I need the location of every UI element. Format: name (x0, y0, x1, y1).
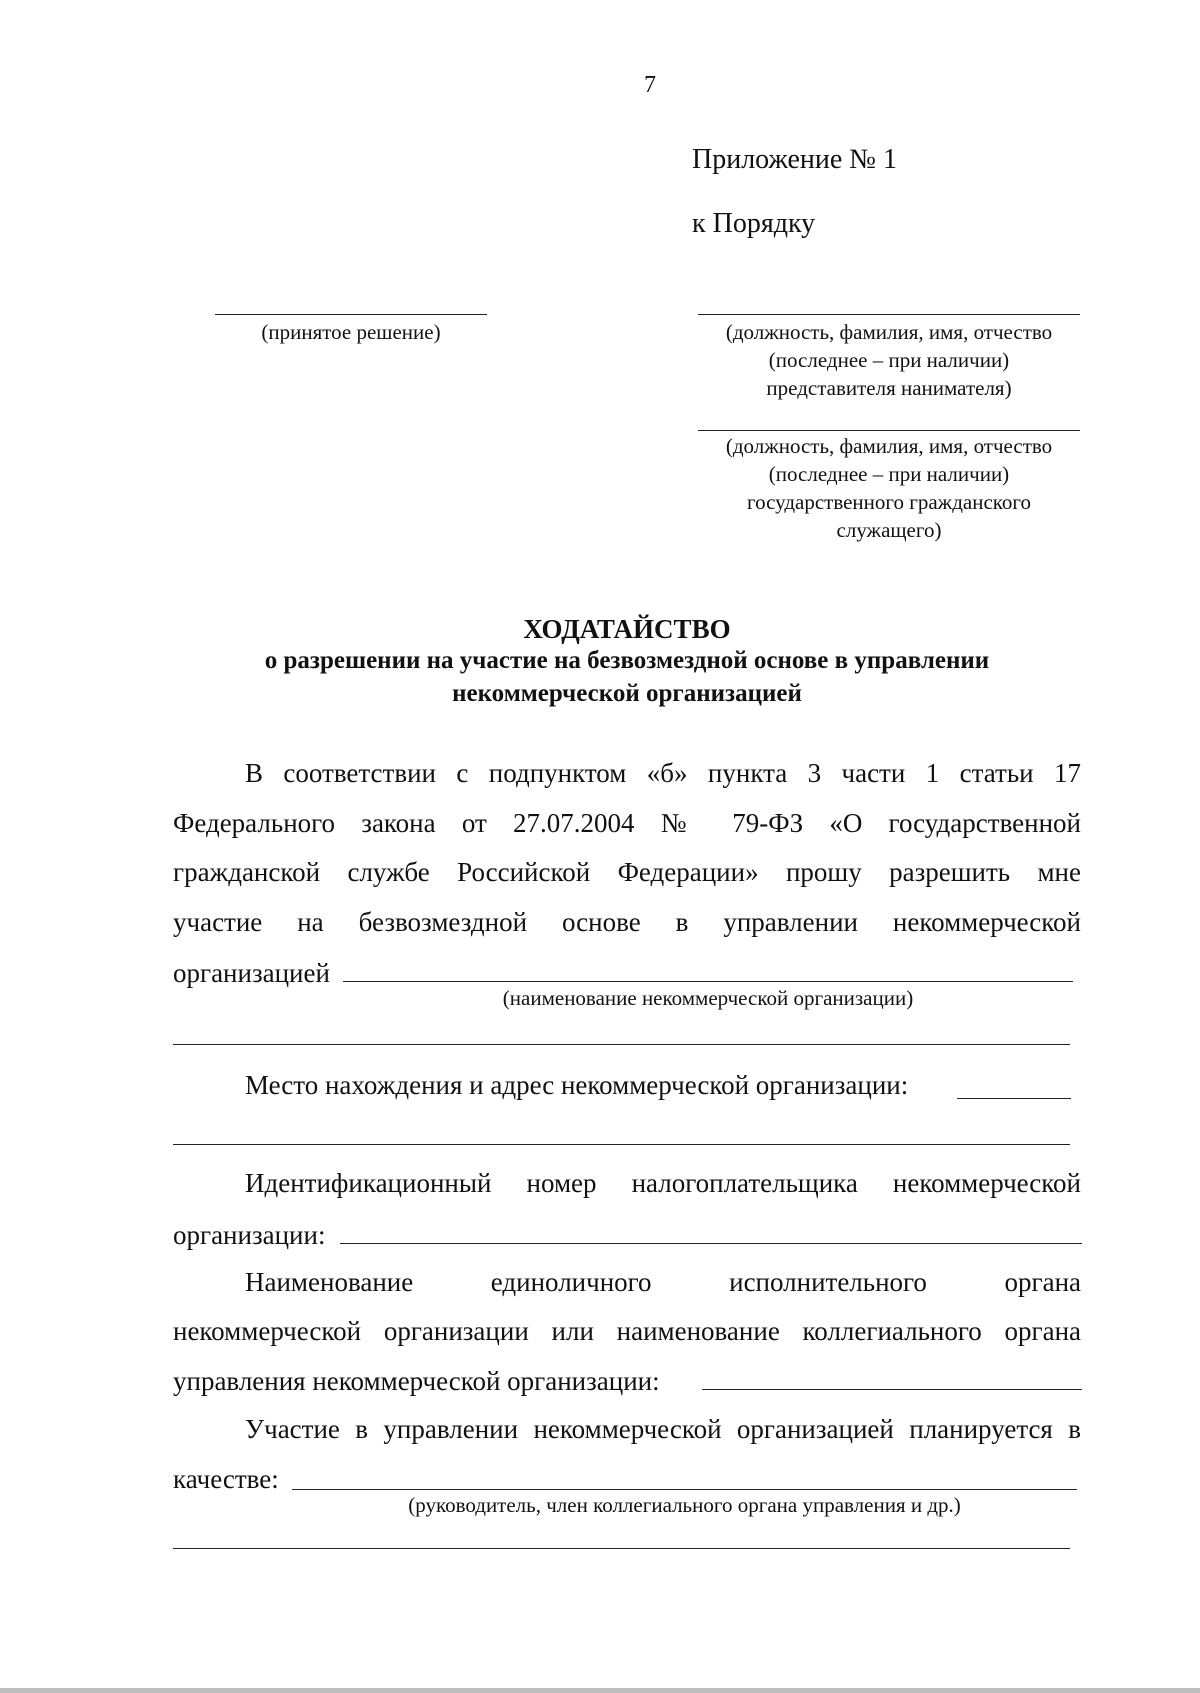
employer-rep-blank-line (698, 314, 1080, 315)
address-label: Место нахождения и адрес некоммерческой организации: (245, 1070, 909, 1100)
civil-servant-blank-line (698, 430, 1080, 431)
inn-line-2: организации: (173, 1220, 326, 1250)
employer-rep-caption (688, 318, 1090, 402)
caption-line: государственного гражданского (746, 490, 1031, 514)
scan-edge (0, 1688, 1200, 1693)
caption-line: служащего) (836, 518, 942, 542)
appendix-number: Приложение № 1 (692, 144, 897, 175)
para1-last-line: организацией (173, 958, 330, 988)
para1-line-2: Федерального закона от 27.07.2004 № 79-ФЗ «О государственной (173, 808, 1081, 838)
inn-field (340, 1243, 1082, 1244)
caption-line: представителя нанимателя) (766, 376, 1012, 400)
role-field (292, 1489, 1077, 1490)
inn-line-1: Идентификационный номер налогоплательщика некоммерческой (245, 1168, 1081, 1198)
civil-servant-caption (688, 432, 1090, 544)
exec-body-line-2: некоммерческой организации или наименование коллегиального органа (173, 1316, 1081, 1346)
page-number: 7 (644, 72, 656, 98)
role-caption: (руководитель, член коллегиального органа управления и др.) (408, 1493, 961, 1517)
para1-line-3: гражданской службе Российской Федерации» прошу разрешить мне (173, 857, 1081, 887)
caption-line: (должность, фамилия, имя, отчество (725, 320, 1053, 344)
caption-line: (должность, фамилия, имя, отчество (725, 434, 1053, 458)
decision-blank-line (215, 314, 487, 315)
role-line-2: качестве: (173, 1464, 279, 1494)
para1-line-4: участие на безвозмездной основе в управлении некоммерческой (173, 907, 1081, 937)
subtitle-line: некоммерческой организацией (452, 680, 802, 707)
address-field-continuation (173, 1144, 1070, 1145)
role-line-1: Участие в управлении некоммерческой организацией планируется в (245, 1414, 1081, 1444)
subtitle-line: о разрешении на участие на безвозмездной основе в управлении (264, 647, 990, 674)
org-name-field-continuation (173, 1044, 1070, 1045)
document-subtitle (170, 644, 1084, 710)
exec-body-line-1: Наименование единоличного исполнительного органа (245, 1267, 1081, 1297)
org-name-caption: (наименование некоммерческой организации) (502, 986, 914, 1010)
org-name-field (343, 981, 1073, 982)
caption-line: (последнее – при наличии) (768, 462, 1010, 486)
appendix-reference: к Порядку (692, 208, 816, 239)
caption-line: (последнее – при наличии) (768, 348, 1010, 372)
exec-body-line-3: управления некоммерческой организации: (173, 1366, 660, 1396)
address-field (957, 1098, 1071, 1099)
document-title: ХОДАТАЙСТВО (523, 614, 731, 644)
role-field-continuation (173, 1548, 1070, 1549)
decision-caption: (принятое решение) (261, 320, 441, 344)
exec-body-field (702, 1389, 1082, 1390)
para1-line-1: В соответствии с подпунктом «б» пункта 3 части 1 статьи 17 (245, 758, 1081, 788)
